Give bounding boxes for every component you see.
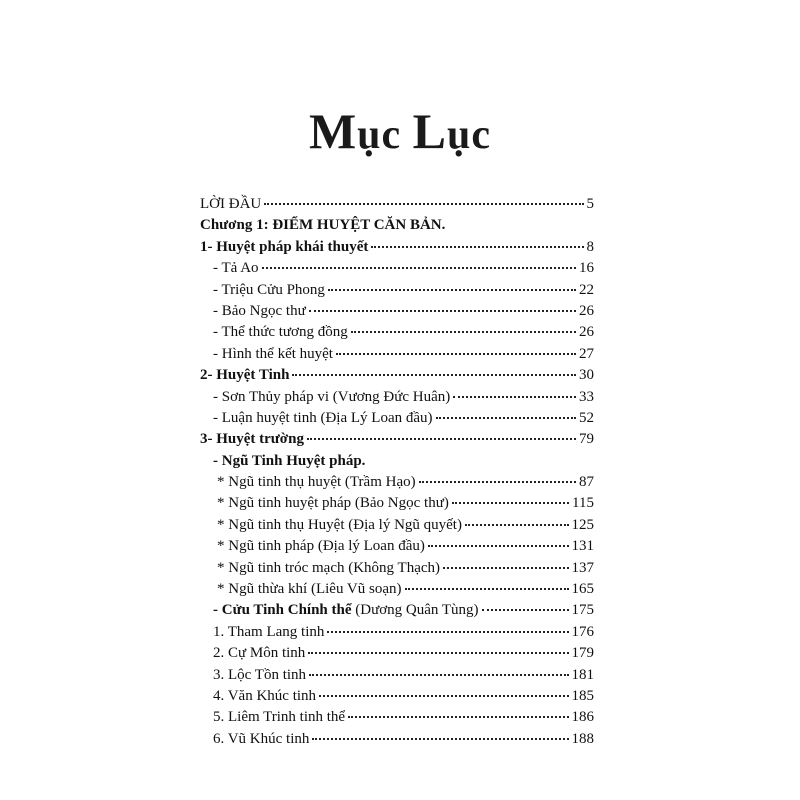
toc-entry-page: 176 [571,623,594,640]
dot-leader [327,630,568,633]
toc-entry-label: - Triệu Cửu Phong [213,281,325,298]
page-title [0,102,800,160]
toc-entry-page: 16 [579,260,594,277]
toc-entry [200,365,594,386]
toc-entry [200,387,594,408]
toc-entry-page: 8 [586,238,594,255]
toc-entry [200,472,594,493]
toc-entry-page: 30 [579,367,594,384]
toc-entry [200,301,594,322]
toc-entry-page: 87 [579,474,594,491]
dot-leader [351,330,576,333]
toc-entry [200,686,594,707]
toc-entry [200,558,594,579]
toc-entry-page: 131 [571,538,594,555]
toc-entry-page: 26 [579,302,594,319]
toc-entry [200,429,594,450]
toc-entry-page: 181 [571,666,594,683]
toc-entry-page: 175 [571,602,594,619]
toc-entry [200,579,594,600]
dot-leader [482,608,569,611]
toc-entry-page: 33 [579,388,594,405]
toc-entry-page: 185 [571,687,594,704]
toc-entry [200,344,594,365]
toc-entry-label: 3. Lộc Tồn tinh [213,666,307,683]
dot-leader [336,352,576,355]
toc-entry [200,643,594,664]
toc-entry-label: 2- Huyệt Tinh [200,367,290,384]
dot-leader [307,437,576,440]
dot-leader [308,651,568,654]
table-of-contents [200,194,594,750]
dot-leader [309,673,568,676]
toc-entry [200,280,594,301]
toc-entry [200,622,594,643]
toc-entry-label: 1- Huyệt pháp khái thuyết [200,238,369,255]
toc-entry [200,729,594,750]
toc-entry [200,707,594,728]
toc-entry-label: * Ngũ tinh pháp (Địa lý Loan đầu) [217,538,425,555]
toc-entry-label: LỜI ĐẦU [200,196,262,212]
toc-entry-label: - Tả Ao [213,260,259,277]
title-initial-1: M [308,103,358,159]
toc-entry-label: - Luận huyệt tinh (Địa Lý Loan đầu) [213,409,433,426]
toc-entry [200,194,594,215]
toc-entry-label: 3- Huyệt trường [200,431,304,448]
dot-leader [348,715,568,718]
toc-entry-label: * Ngũ thừa khí (Liêu Vũ soạn) [217,581,402,598]
toc-entry-page: 79 [579,431,594,448]
dot-leader [328,288,576,291]
toc-entry-page: 179 [571,645,594,662]
toc-entry [200,237,594,258]
dot-leader [436,416,576,419]
toc-entry-label: - Sơn Thủy pháp vi (Vương Đức Huân) [213,388,451,405]
toc-entry [200,600,594,621]
dot-leader [371,245,583,248]
toc-entry-page: 186 [571,709,594,726]
toc-entry-label [213,600,479,621]
toc-entry-label: * Ngũ tinh huyệt pháp (Bảo Ngọc thư) [217,495,449,512]
toc-entry [200,665,594,686]
toc-entry-page: 137 [571,559,594,576]
dot-leader [312,737,568,740]
dot-leader [443,566,568,569]
toc-entry-label: - Hình thể kết huyệt [213,345,333,362]
toc-entry-page: 26 [579,324,594,341]
toc-chapter-heading [200,215,594,236]
title-rest-1: ục [357,112,413,158]
toc-entry-label: 5. Liêm Trinh tinh thể [213,709,346,726]
toc-entry-label: - Ngũ Tinh Huyệt pháp. [213,452,366,469]
dot-leader [419,480,576,483]
toc-entry-label-extra: (Dương Quân Tùng) [351,602,479,619]
title-rest-2: ục [447,112,492,158]
toc-entry-label: 1. Tham Lang tinh [213,623,325,640]
toc-entry-page: 52 [579,409,594,426]
toc-entry-label: - Thể thức tương đồng [213,324,348,341]
dot-leader [405,587,569,590]
toc-entry [200,258,594,279]
toc-entry-page: 165 [571,581,594,598]
toc-entry-page: 5 [586,196,594,212]
toc-entry-page: 27 [579,345,594,362]
dot-leader [319,694,568,697]
dot-leader [262,266,576,269]
toc-entry [200,515,594,536]
dot-leader [452,501,569,504]
title-initial-2: L [412,103,448,159]
dot-leader [453,395,576,398]
toc-entry-label: 6. Vũ Khúc tinh [213,730,310,747]
toc-entry-label: * Ngũ tinh thụ huyệt (Trầm Hạo) [217,474,416,491]
toc-entry-label: - Bảo Ngọc thư [213,302,306,319]
dot-leader [309,309,576,312]
toc-entry-label-bold: - Cửu Tinh Chính thể [213,602,352,619]
toc-entry [200,322,594,343]
toc-entry-page: 22 [579,281,594,298]
toc-entry-label: Chương 1: ĐIỂM HUYỆT CĂN BẢN. [200,217,446,234]
toc-entry-page: 125 [571,516,594,533]
toc-entry-label: * Ngũ tinh thụ Huyệt (Địa lý Ngũ quyết) [217,516,462,533]
dot-leader [465,523,569,526]
toc-entry-label: 2. Cự Môn tinh [213,645,306,662]
toc-subheading [200,451,594,472]
toc-entry [200,536,594,557]
toc-entry [200,493,594,514]
dot-leader [428,544,569,547]
toc-entry-label: * Ngũ tinh tróc mạch (Không Thạch) [217,559,441,576]
dot-leader [264,202,583,205]
dot-leader [292,373,576,376]
toc-entry-label: 4. Văn Khúc tinh [213,687,317,704]
toc-entry [200,408,594,429]
toc-entry-page: 188 [571,730,594,747]
toc-entry-page: 115 [572,495,594,512]
